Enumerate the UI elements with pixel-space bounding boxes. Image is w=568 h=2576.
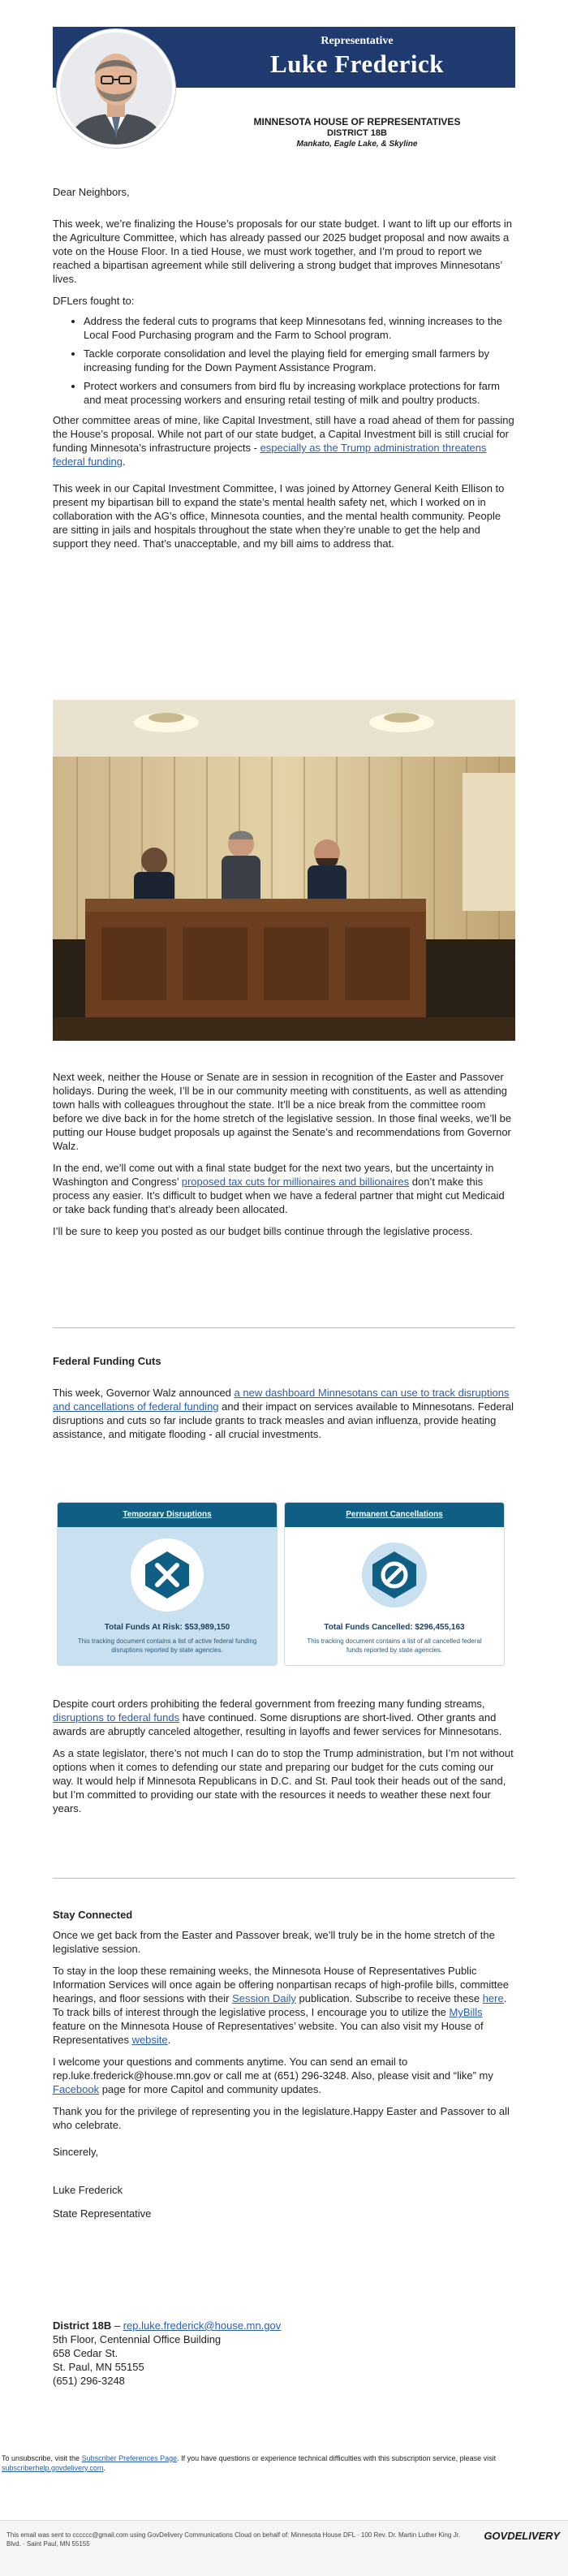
house-website-link[interactable]: website — [131, 2034, 168, 2046]
temporary-disruptions-card[interactable] — [57, 1502, 278, 1666]
tax-cuts-link[interactable]: proposed tax cuts for millionaires and billionaires — [181, 1176, 410, 1188]
contact-block — [53, 2319, 515, 2388]
divider — [53, 1878, 515, 1879]
text: – — [111, 2319, 123, 2332]
subscriber-help-link[interactable]: subscriberhelp.govdelivery.com — [2, 2464, 104, 2472]
disruptions-link[interactable]: disruptions to federal funds — [53, 1711, 180, 1724]
legal-text: This email was sent to cccccc@gmail.com using GovDelivery Communications Cloud on behalf of: Minnesota House DFL · 100 Rev. Dr. Martin Luther King Jr. Blvd. · Saint Paul, MN 55155 — [6, 2531, 461, 2548]
text: In the end, we’ll come out with a final state budget for the next two years, but the uncertainty in Washington and Congress’ — [53, 1162, 494, 1188]
paragraph: Next week, neither the House or Senate are in session in recognition of the Easter and Passover holidays. During the week, I’ll be in our community meeting with constituents, as well as attending town halls with colleagues throughout the state. It’ll be a nice break from the committee room before we dive back in for the home stretch of the legislative session. In those final weeks, we’ll be putting our House budget proposals up against the Senate’s and recommendations from Governor Walz. — [53, 1071, 512, 1152]
signature-title: State Representative — [53, 2207, 152, 2220]
card-title-text: Permanent Cancellations — [346, 1510, 443, 1519]
paragraph — [53, 2055, 515, 2096]
text: This week, Governor Walz announced — [53, 1387, 235, 1399]
list-item: • Protect workers and consumers from bird flu by increasing workplace protections for farm and meat processing workers and ensuring retail testing of milk and poultry products. — [84, 379, 515, 407]
cancel-icon — [358, 1538, 431, 1612]
facebook-link[interactable]: Facebook — [53, 2083, 100, 2095]
phone: (651) 296-3248 — [53, 2375, 125, 2387]
card-body — [285, 1527, 504, 1665]
subscriber-preferences-link[interactable]: Subscriber Preferences Page — [81, 2454, 178, 2462]
paragraph — [53, 413, 515, 468]
contact-district-line — [53, 2319, 515, 2332]
text: . — [167, 2034, 171, 2046]
card-total: Total Funds At Risk: $53,989,150 — [104, 1623, 230, 1632]
session-daily-link[interactable]: Session Daily — [232, 1992, 296, 2004]
paragraph: Once we get back from the Easter and Passover break, we’ll truly be in the home stretch of the legislative session. — [53, 1929, 495, 1955]
connected-section — [53, 1908, 515, 2220]
paragraph — [53, 1697, 515, 1738]
text: To stay in the loop these remaining weeks, the Minnesota House of Representatives Public Information Services will once again be offering nonpartisan recaps of high-profile bills, committee hearings, and floor sessions with their — [53, 1965, 509, 2004]
dflers-list — [53, 314, 515, 407]
text: . If you have questions or experience technical difficulties with this subscription service, please visit — [177, 2454, 497, 2462]
paragraph: This week, we’re finalizing the House’s proposals for our state budget. I want to lift up our efforts in the Agriculture Committee, which has already passed our 2025 budget proposal and now awaits a vote on the House Floor. In a tied House, we must work together, and I’m proud to report we reached a bipartisan agreement while still delivering a strong budget that improves Minnesotans’ lives. — [53, 218, 513, 285]
card-body — [58, 1527, 277, 1665]
card-description: This tracking document contains a list of all cancelled federal funds reported by state agencies. — [307, 1638, 482, 1654]
portrait-photo — [57, 29, 175, 148]
text: and their impact on services available to Minnesotans. Federal disruptions and cuts so far include grants to track measles and avian influenza, provide heating assistance, and mitigate flooding - all crucial investments. — [53, 1400, 514, 1440]
closing: Sincerely, — [53, 2146, 99, 2158]
mybills-link[interactable]: MyBills — [449, 2006, 483, 2018]
list-item: • Address the federal cuts to programs that keep Minnesotans fed, winning increases to the Local Food Purchasing program and the Farm to School program. — [84, 314, 515, 342]
federal-section — [53, 1354, 515, 1441]
intro-section — [53, 185, 515, 550]
section-heading: Federal Funding Cuts — [53, 1355, 161, 1367]
office-line-2: DISTRICT 18B — [327, 128, 387, 138]
update-section — [53, 1070, 515, 1238]
address-line: 5th Floor, Centennial Office Building — [53, 2333, 222, 2345]
paragraph: This week in our Capital Investment Committee, I was joined by Attorney General Keith Ellison to present my bipartisan bill to expand the state’s mental health safety net, which I worked on in collaboration with the AG’s office, Minnesota counties, and the mental health community. People are sitting in jails and hospitals throughout the state when they’re unable to get the help and support they need. That’s unacceptable, and my bill aims to address that. — [53, 482, 505, 550]
paragraph — [53, 1386, 515, 1441]
list-item: • Tackle corporate consolidation and level the playing field for emerging small farmers by increasing funding for the Down Payment Assistance Program. — [84, 347, 515, 374]
paragraph: Thank you for the privilege of representing you in the legislature.Happy Easter and Passover to all who celebrate. — [53, 2105, 510, 2131]
card-total: Total Funds Cancelled: $296,455,163 — [324, 1623, 465, 1632]
paragraph — [53, 1964, 515, 2047]
paragraph — [53, 1161, 515, 1216]
header-name: Luke Frederick — [270, 50, 444, 78]
text: . — [123, 455, 126, 468]
x-icon — [131, 1538, 204, 1612]
address-line: St. Paul, MN 55155 — [53, 2361, 144, 2373]
legal-footer — [0, 2520, 568, 2576]
text: Despite court orders prohibiting the federal government from freezing many funding streams, — [53, 1698, 485, 1710]
office-line-3: Mankato, Eagle Lake, & Skyline — [296, 140, 418, 149]
card-title — [58, 1503, 277, 1527]
committee-photo — [53, 700, 515, 1041]
text: page for more Capitol and community updates. — [99, 2083, 321, 2095]
district-label: District 18B — [53, 2319, 112, 2332]
divider — [53, 1327, 515, 1328]
dflers-intro: DFLers fought to: — [53, 295, 135, 307]
paragraph: As a state legislator, there’s not much I can do to stop the Trump administration, but I’m not without options when it comes to defending our state and preparing our budget for the cuts coming our way. It would help if Minnesota Republicans in D.C. and St. Paul took their heads out of the sand, but I’m committed to providing our state with the resources it needs to weather these next four years. — [53, 1747, 514, 1814]
address-line: 658 Cedar St. — [53, 2347, 118, 2359]
office-line-1: MINNESOTA HOUSE OF REPRESENTATIVES — [253, 116, 461, 127]
card-title-text: Temporary Disruptions — [123, 1510, 212, 1519]
greeting: Dear Neighbors, — [53, 186, 130, 198]
email-link[interactable]: rep.luke.frederick@house.mn.gov — [123, 2319, 282, 2332]
permanent-cancellations-card[interactable] — [284, 1502, 505, 1666]
card-description: This tracking document contains a list of active federal funding disruptions reported by state agencies. — [77, 1638, 257, 1654]
dashboard-link[interactable]: a new dashboard Minnesotans can use to track disruptions and cancellations of federal funding — [53, 1387, 510, 1413]
paragraph: I’ll be sure to keep you posted as our budget bills continue through the legislative process. — [53, 1225, 473, 1237]
text: publication. Subscribe to receive these — [295, 1992, 483, 2004]
text: . To track bills of interest through the legislative process, I encourage you to utilize the — [53, 1992, 507, 2018]
text: don’t make this process any easier. It’s difficult to budget when we have a federal partner that might cut Medicaid or take back funding that’s already been allocated. — [53, 1176, 505, 1215]
text: have continued. Some disruptions are short-lived. Other grants and awards are abruptly canceled altogether, resulting in layoffs and fewer services for Minnesotans. — [53, 1711, 502, 1737]
federal-section-continued — [53, 1697, 515, 1815]
text: To unsubscribe, visit the — [2, 2454, 82, 2462]
text: feature on the Minnesota House of Representatives’ website. You can also visit my House of Representatives — [53, 2020, 484, 2046]
header-pre-title: Representative — [321, 35, 394, 47]
text: Other committee areas of mine, like Capital Investment, still have a road ahead of them for passing the House’s proposal. While not part of our state budget, a Capital Investment bill is still crucial for funding Minnesota’s infrastructure projects - — [53, 414, 514, 454]
section-heading: Stay Connected — [53, 1909, 133, 1921]
text: . — [103, 2464, 105, 2472]
signature-name: Luke Frederick — [53, 2184, 123, 2196]
card-title — [285, 1503, 504, 1527]
federal-funding-link[interactable]: especially as the Trump administration threatens federal funding — [53, 442, 487, 468]
govdelivery-logo: GOVDELIVERY — [484, 2530, 560, 2542]
unsubscribe-note — [0, 2453, 568, 2473]
text: I welcome your questions and comments anytime. You can send an email to rep.luke.frederick@house.mn.gov or call me at (651) 296-3248. Also, please visit and “like” my — [53, 2056, 493, 2082]
subscribe-here-link[interactable]: here — [482, 1992, 504, 2004]
